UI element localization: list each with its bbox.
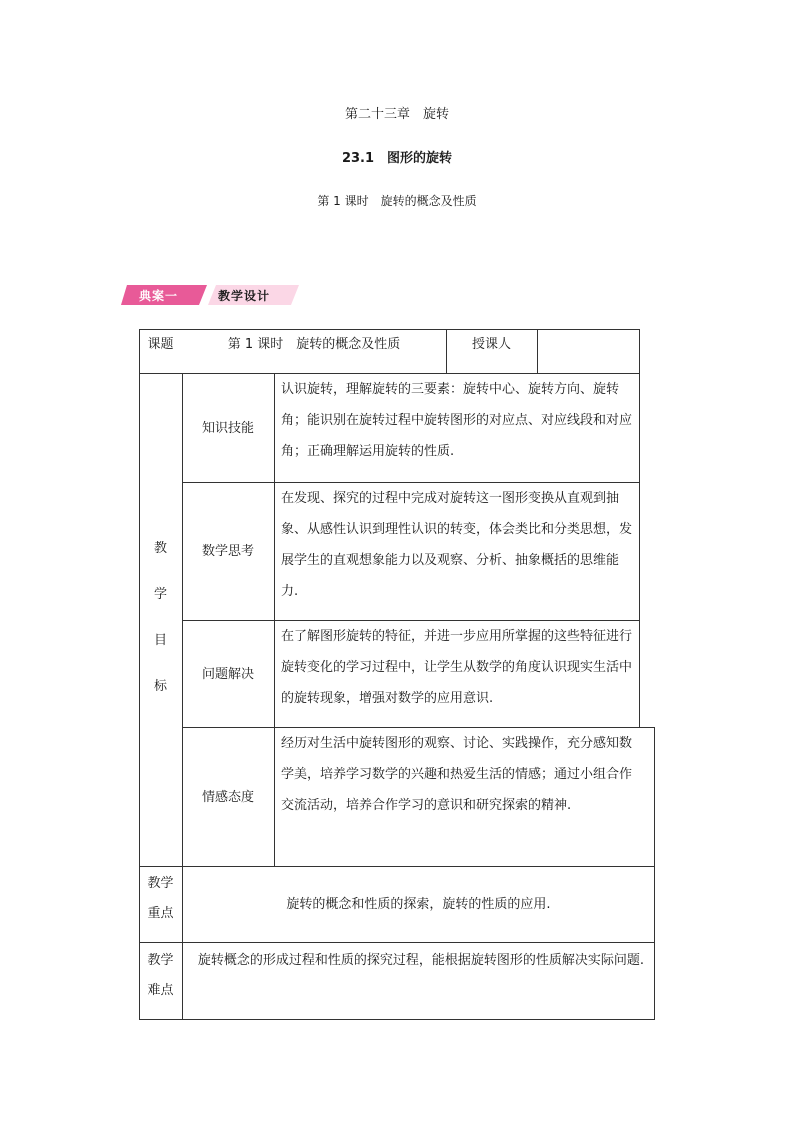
goal-text-knowledge: 认识旋转，理解旋转的三要素：旋转中心、旋转方向、旋转角；能识别在旋转过程中旋转图形的对应点、对应线段和对应角；正确理解运用旋转的性质.	[281, 382, 633, 459]
goals-label-char: 标	[153, 679, 167, 694]
key-label-line: 重点	[147, 906, 174, 921]
chapter-title: 第二十三章 旋转	[344, 107, 449, 122]
goal-label-emotion: 情感态度	[201, 789, 254, 805]
teacher-label: 授课人	[471, 337, 511, 352]
goals-label	[139, 526, 182, 710]
section-banner	[121, 285, 299, 305]
key-label-line: 教学	[147, 876, 174, 891]
banner-label-right: 教学设计	[218, 289, 271, 303]
diff-label-line: 难点	[147, 983, 174, 998]
lesson-title: 第 1 课时 旋转的概念及性质	[317, 194, 477, 208]
goal-label-thinking: 数学思考	[201, 544, 254, 559]
difficulties-text: 旋转概念的形成过程和性质的探究过程，能根据旋转图形的性质解决实际问题.	[197, 953, 645, 968]
goal-label-problem: 问题解决	[201, 666, 254, 682]
goal-text-thinking: 在发现、探究的过程中完成对旋转这一图形变换从直观到抽象、从感性认识到理性认识的转变，体会类比和分类思想，发展学生的直观想象能力以及观察、分析、抽象概括的思维能力.	[281, 491, 633, 599]
diff-label-line: 教学	[147, 953, 174, 968]
banner-label-left: 典案一	[139, 289, 179, 303]
goal-text-problem: 在了解图形旋转的特征，并进一步应用所掌握的这些特征进行旋转变化的学习过程中，让学生从数学的角度认识现实生活中的旋转现象，增强对数学的应用意识.	[281, 629, 633, 706]
section-title: 23.1 图形的旋转	[341, 151, 453, 166]
difficulties-label	[139, 946, 182, 1006]
goal-text-emotion: 经历对生活中旋转图形的观察、讨论、实践操作，充分感知数学美，培养学习数学的兴趣和热爱生活的情感；通过小组合作交流活动，培养合作学习的意识和研究探索的精神.	[281, 736, 633, 813]
key-points-label	[139, 869, 182, 929]
key-points-text: 旋转的概念和性质的探索，旋转的性质的应用.	[286, 897, 551, 912]
topic-label: 课题	[147, 337, 174, 352]
goals-label-char: 学	[153, 587, 167, 602]
goals-label-char: 教	[153, 541, 167, 556]
goals-label-char: 目	[153, 633, 167, 648]
goal-label-knowledge: 知识技能	[201, 420, 254, 436]
topic-value: 第 1 课时 旋转的概念及性质	[227, 337, 401, 352]
